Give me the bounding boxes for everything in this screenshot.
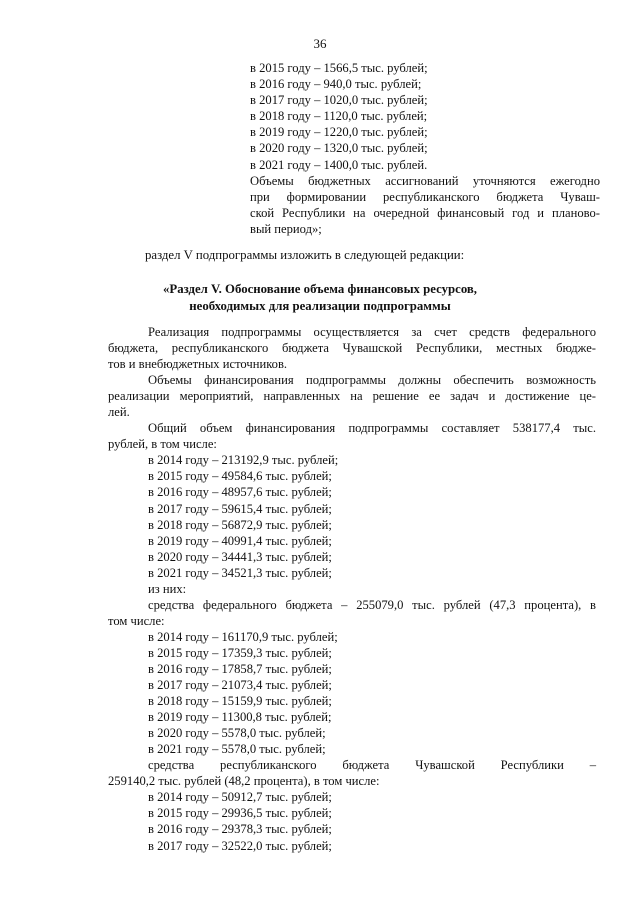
- paragraph-line: реализации мероприятий, направленных на решение ее задач и достижение це-: [108, 389, 596, 404]
- paragraph-line: том числе:: [108, 613, 165, 628]
- federal-year-line: в 2014 году – 161170,9 тыс. рублей;: [148, 629, 338, 644]
- year-line: в 2017 году – 1020,0 тыс. рублей;: [250, 93, 428, 108]
- year-line: в 2020 году – 1320,0 тыс. рублей;: [250, 141, 428, 156]
- paragraph-line: тов и внебюджетных источников.: [108, 357, 288, 372]
- page-number: 36: [313, 36, 327, 51]
- federal-year-line: в 2016 году – 17858,7 тыс. рублей;: [148, 661, 332, 676]
- paragraph-line: средства республиканского бюджета Чувашской Республики –: [148, 758, 596, 773]
- year-line: в 2016 году – 940,0 тыс. рублей;: [250, 77, 422, 92]
- note-line: Объемы бюджетных ассигнований уточняются ежегодно: [250, 173, 600, 188]
- year-line: в 2018 году – 1120,0 тыс. рублей;: [250, 109, 428, 124]
- section-body: [108, 324, 596, 854]
- paragraph-line: лей.: [108, 405, 130, 420]
- total-year-line: в 2021 году – 34521,3 тыс. рублей;: [148, 565, 332, 580]
- total-year-line: в 2019 году – 40991,4 тыс. рублей;: [148, 533, 332, 548]
- note-line: вый период»;: [250, 221, 322, 236]
- republic-year-line: в 2017 году – 32522,0 тыс. рублей;: [148, 838, 332, 853]
- paragraph-line: средства федерального бюджета – 255079,0 тыс. рублей (47,3 процента), в: [148, 597, 596, 612]
- republic-year-line: в 2015 году – 29936,5 тыс. рублей;: [148, 806, 332, 821]
- paragraph-line: Объемы финансирования подпрограммы должны обеспечить возможность: [148, 373, 596, 388]
- amendment-instruction: раздел V подпрограммы изложить в следующей редакции:: [145, 248, 465, 262]
- federal-year-line: в 2020 году – 5578,0 тыс. рублей;: [148, 726, 326, 741]
- total-year-line: в 2015 году – 49584,6 тыс. рублей;: [148, 469, 332, 484]
- section-heading: [100, 281, 540, 315]
- federal-year-line: в 2017 году – 21073,4 тыс. рублей;: [148, 678, 332, 693]
- total-year-line: в 2017 году – 59615,4 тыс. рублей;: [148, 501, 332, 516]
- federal-year-line: в 2019 году – 11300,8 тыс. рублей;: [148, 710, 332, 725]
- total-year-line: в 2014 году – 213192,9 тыс. рублей;: [148, 453, 339, 468]
- heading-line-1: «Раздел V. Обоснование объема финансовых ресурсов,: [162, 282, 478, 296]
- previous-section-continuation: [250, 60, 600, 237]
- of-which-label: из них:: [148, 581, 187, 596]
- republic-year-line: в 2016 году – 29378,3 тыс. рублей;: [148, 822, 332, 837]
- paragraph-line: Общий объем финансирования подпрограммы составляет 538177,4 тыс.: [148, 421, 596, 436]
- federal-year-line: в 2018 году – 15159,9 тыс. рублей;: [148, 694, 332, 709]
- note-line: ской Республики на очередной финансовый год и планово-: [250, 205, 600, 220]
- paragraph-line: 259140,2 тыс. рублей (48,2 процента), в том числе:: [108, 774, 380, 789]
- year-line: в 2015 году – 1566,5 тыс. рублей;: [250, 61, 428, 75]
- total-year-line: в 2020 году – 34441,3 тыс. рублей;: [148, 549, 332, 564]
- paragraph-line: бюджета, республиканского бюджета Чувашской Республики, местных бюдже-: [108, 341, 596, 356]
- paragraph-line: рублей, в том числе:: [108, 437, 217, 452]
- note-line: при формировании республиканского бюджета Чуваш-: [250, 189, 600, 204]
- republic-year-line: в 2014 году – 50912,7 тыс. рублей;: [148, 790, 332, 805]
- total-year-line: в 2018 году – 56872,9 тыс. рублей;: [148, 517, 332, 532]
- total-year-line: в 2016 году – 48957,6 тыс. рублей;: [148, 485, 332, 500]
- heading-line-2: необходимых для реализации подпрограммы: [189, 299, 451, 313]
- year-line: в 2021 году – 1400,0 тыс. рублей.: [250, 157, 428, 172]
- federal-year-line: в 2021 году – 5578,0 тыс. рублей;: [148, 742, 326, 757]
- federal-year-line: в 2015 году – 17359,3 тыс. рублей;: [148, 645, 332, 660]
- paragraph-line: Реализация подпрограммы осуществляется за счет средств федерального: [148, 325, 596, 339]
- year-line: в 2019 году – 1220,0 тыс. рублей;: [250, 125, 428, 140]
